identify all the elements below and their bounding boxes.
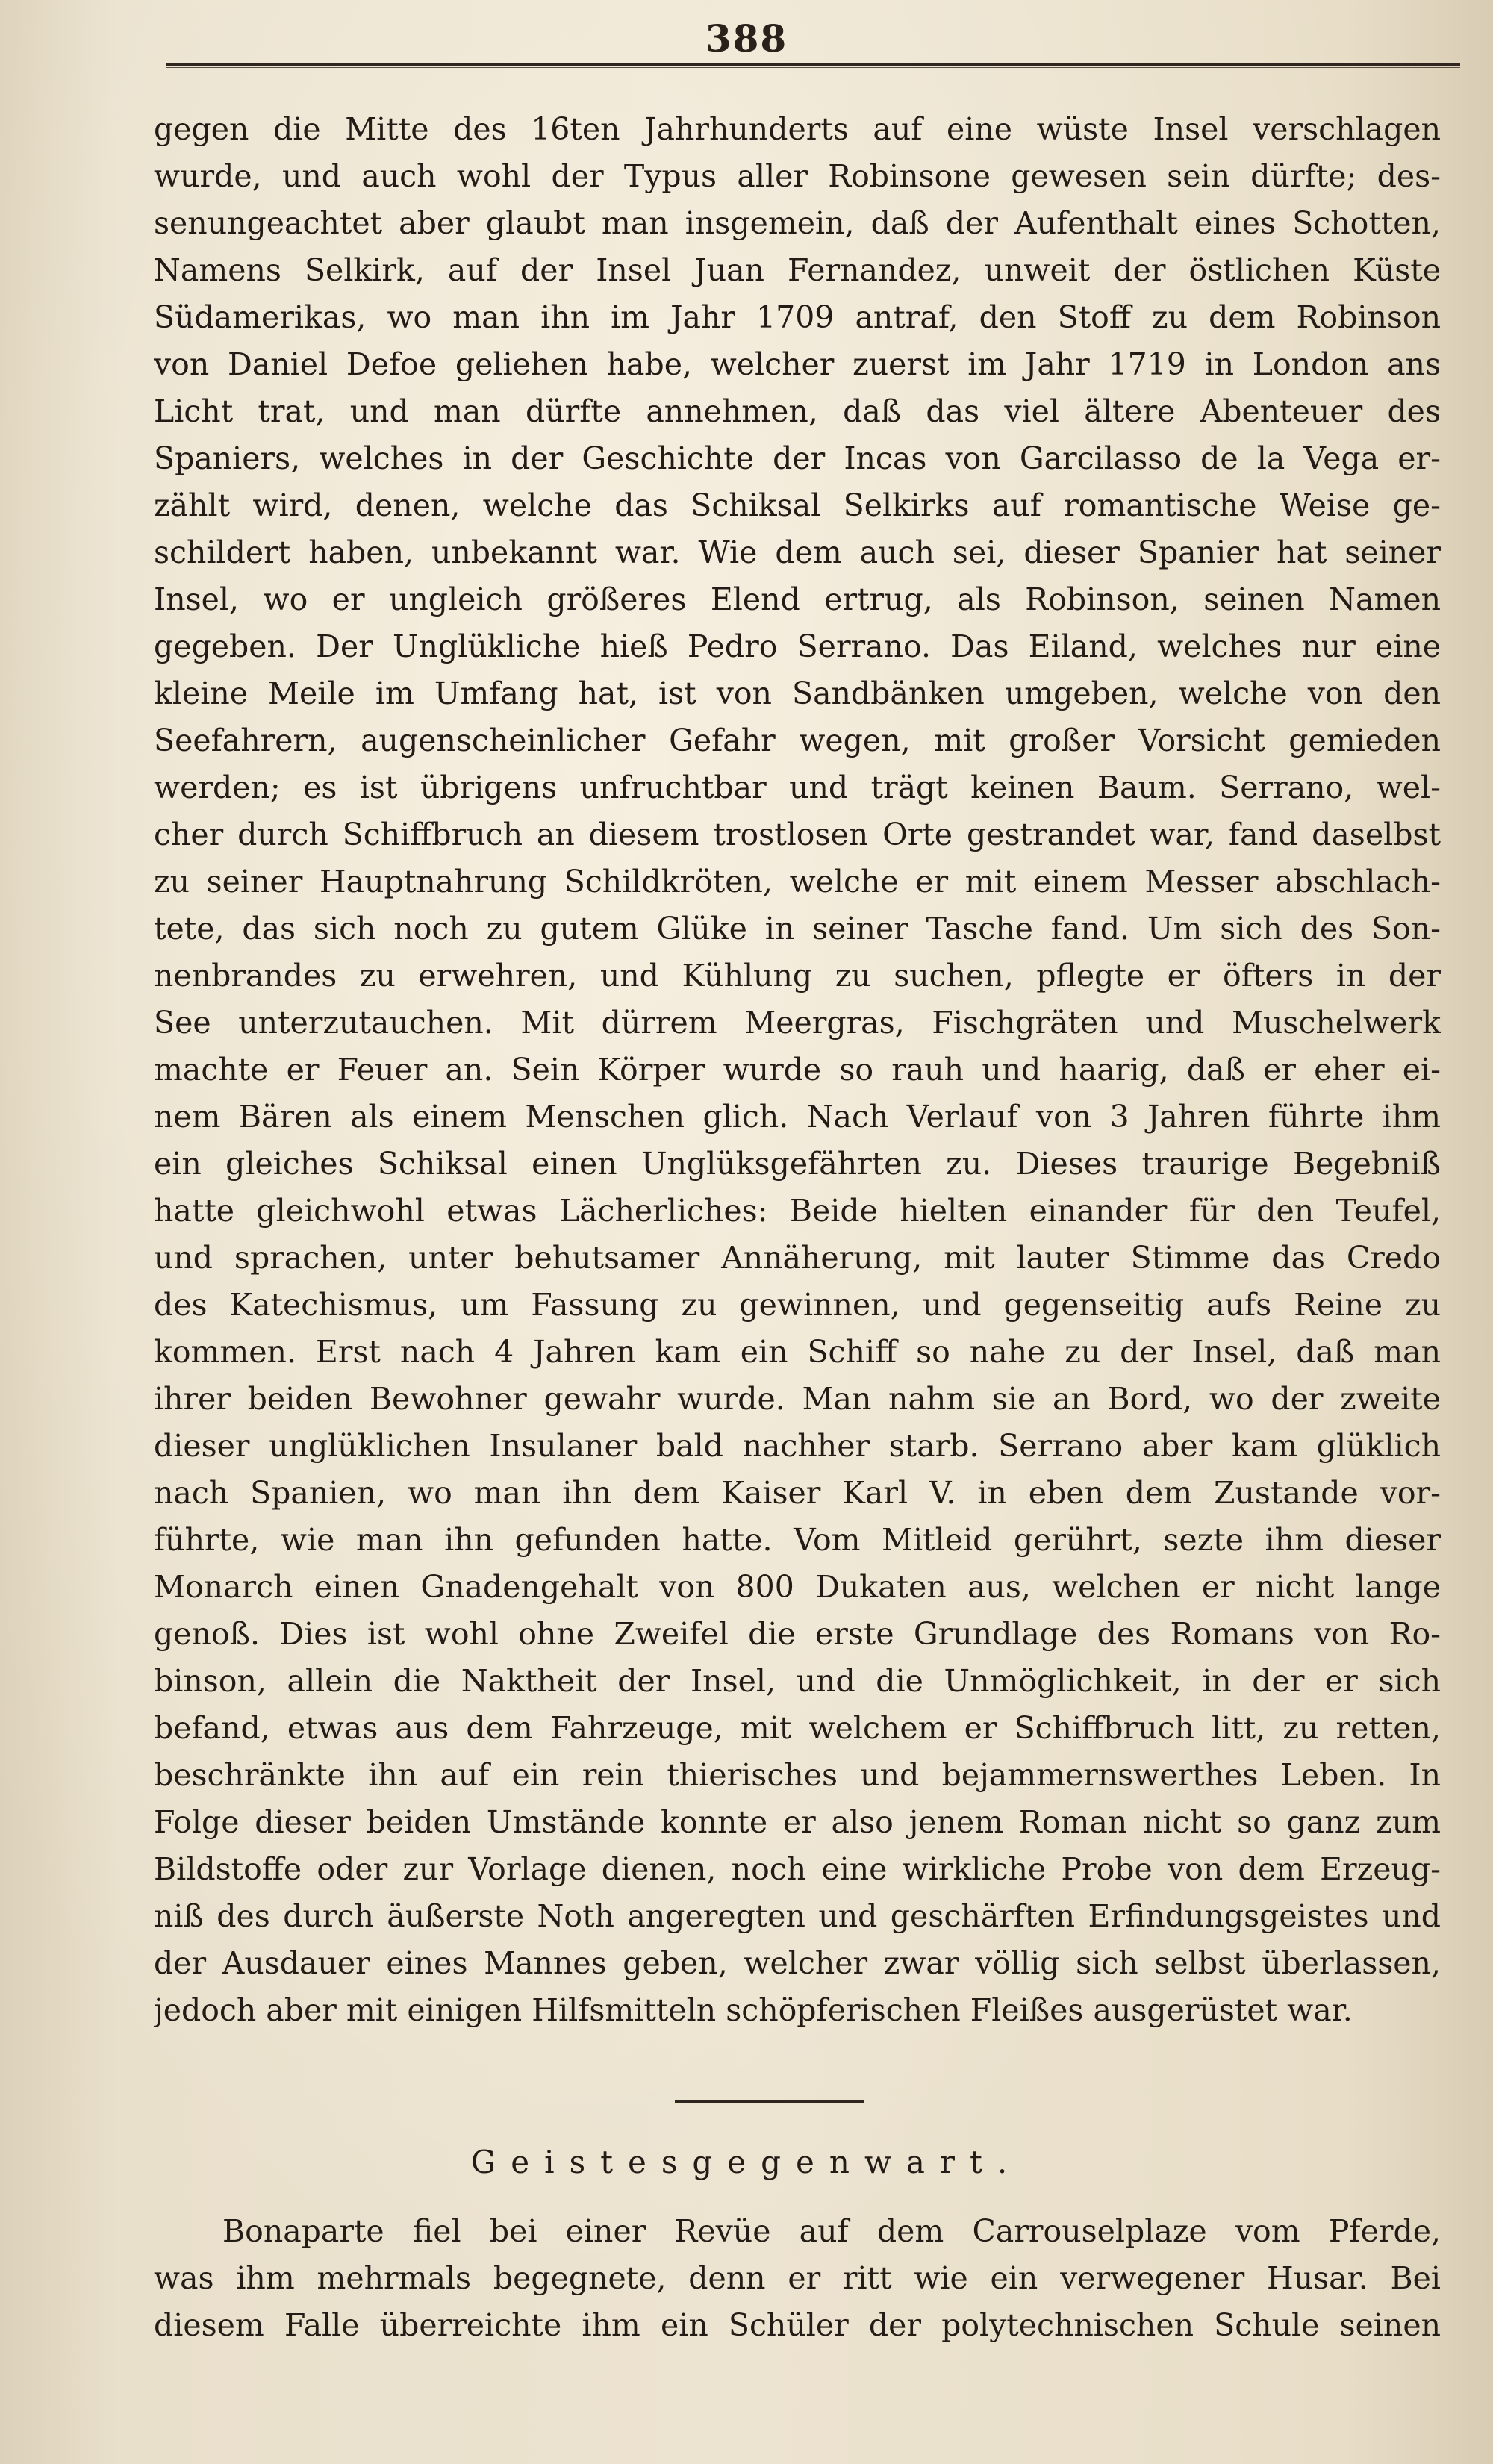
text-line: was ihm mehrmals begegnete, denn er ritt wie ein verwegener Husar. Bei [154,2260,1441,2296]
text-line: senungeachtet aber glaubt man insgemein, daß der Aufenthalt eines Schotten, [154,205,1441,241]
text-line: niß des durch äußerste Noth angeregten und geschärften Erfindungsgeistes und [154,1898,1441,1934]
page-number: 388 [705,16,788,60]
text-line: Südamerikas, wo man ihn im Jahr 1709 antraf, den Stoff zu dem Robinson [154,299,1441,335]
text-line: gegeben. Der Unglükliche hieß Pedro Serrano. Das Eiland, welches nur eine [154,629,1441,664]
text-line: schildert haben, unbekannt war. Wie dem auch sei, dieser Spanier hat seiner [154,534,1441,570]
text-line: von Daniel Defoe geliehen habe, welcher zuerst im Jahr 1719 in London ans [154,346,1441,382]
header-rule [166,63,1460,68]
text-line: des Katechismus, um Fassung zu gewinnen, und gegenseitig aufs Reine zu [154,1287,1441,1323]
text-line: nach Spanien, wo man ihn dem Kaiser Karl V. in eben dem Zustande vor- [154,1475,1441,1511]
text-line: See unterzutauchen. Mit dürrem Meergras, Fischgräten und Muschelwerk [154,1005,1441,1041]
section-divider [675,2100,864,2103]
paragraph-robinson-serrano [154,106,1441,2034]
text-line: kommen. Erst nach 4 Jahren kam ein Schiff so nahe zu der Insel, daß man [154,1334,1441,1370]
text-line: jedoch aber mit einigen Hilfsmitteln schöpferischen Fleißes ausgerüstet war. [154,1992,1353,2028]
text-line: ein gleiches Schiksal einen Unglüksgefährten zu. Dieses traurige Begebniß [154,1146,1441,1182]
text-line: tete, das sich noch zu gutem Glüke in seiner Tasche fand. Um sich des Son- [154,911,1441,946]
text-line: zu seiner Hauptnahrung Schildkröten, welche er mit einem Messer abschlach- [154,864,1441,899]
text-line: Folge dieser beiden Umstände konnte er also jenem Roman nicht so ganz zum [154,1804,1441,1840]
text-line: werden; es ist übrigens unfruchtbar und trägt keinen Baum. Serrano, wel- [154,770,1441,805]
text-line: genoß. Dies ist wohl ohne Zweifel die erste Grundlage des Romans von Ro- [154,1616,1441,1652]
text-line: kleine Meile im Umfang hat, ist von Sandbänken umgeben, welche von den [154,676,1441,711]
text-line: und sprachen, unter behutsamer Annäherung, mit lauter Stimme das Credo [154,1240,1441,1276]
text-line: Namens Selkirk, auf der Insel Juan Fernandez, unweit der östlichen Küste [154,252,1441,288]
section-title: Geistesgegenwart. [470,2144,1023,2180]
text-line: Seefahrern, augenscheinlicher Gefahr wegen, mit großer Vorsicht gemieden [154,723,1441,758]
text-line: gegen die Mitte des 16ten Jahrhunderts auf eine wüste Insel verschlagen [154,111,1441,147]
text-line: Spaniers, welches in der Geschichte der Incas von Garcilasso de la Vega er- [154,440,1441,476]
text-line: Licht trat, und man dürfte annehmen, daß das viel ältere Abenteuer des [154,393,1441,429]
text-line: wurde, und auch wohl der Typus aller Robinsone gewesen sein dürfte; des- [154,158,1441,194]
text-line: hatte gleichwohl etwas Lächerliches: Beide hielten einander für den Teufel, [154,1193,1441,1229]
text-line: dieser unglüklichen Insulaner bald nachher starb. Serrano aber kam glüklich [154,1428,1441,1464]
text-line: befand, etwas aus dem Fahrzeuge, mit welchem er Schiffbruch litt, zu retten, [154,1710,1441,1746]
paragraph-bonaparte [154,2208,1441,2349]
text-line: cher durch Schiffbruch an diesem trostlosen Orte gestrandet war, fand daselbst [154,817,1441,852]
text-line: Bonaparte fiel bei einer Revüe auf dem Carrouselplaze vom Pferde, [222,2213,1441,2249]
text-line: ihrer beiden Bewohner gewahr wurde. Man nahm sie an Bord, wo der zweite [154,1381,1441,1417]
text-line: diesem Falle überreichte ihm ein Schüler der polytechnischen Schule seinen [154,2307,1441,2343]
text-line: zählt wird, denen, welche das Schiksal Selkirks auf romantische Weise ge- [154,487,1441,523]
text-line: beschränkte ihn auf ein rein thierisches und bejammernswerthes Leben. In [154,1757,1441,1793]
text-line: Bildstoffe oder zur Vorlage dienen, noch eine wirkliche Probe von dem Erzeug- [154,1851,1441,1887]
text-line: machte er Feuer an. Sein Körper wurde so rauh und haarig, daß er eher ei- [154,1052,1441,1088]
text-line: führte, wie man ihn gefunden hatte. Vom Mitleid gerührt, sezte ihm dieser [154,1522,1441,1558]
text-line: Insel, wo er ungleich größeres Elend ertrug, als Robinson, seinen Namen [154,581,1441,617]
text-line: der Ausdauer eines Mannes geben, welcher zwar völlig sich selbst überlassen, [154,1945,1441,1981]
text-line: Monarch einen Gnadengehalt von 800 Dukaten aus, welchen er nicht lange [154,1569,1441,1605]
text-line: binson, allein die Naktheit der Insel, und die Unmöglichkeit, in der er sich [154,1663,1441,1699]
text-line: nem Bären als einem Menschen glich. Nach Verlauf von 3 Jahren führte ihm [154,1099,1441,1135]
text-line: nenbrandes zu erwehren, und Kühlung zu suchen, pflegte er öfters in der [154,958,1441,994]
